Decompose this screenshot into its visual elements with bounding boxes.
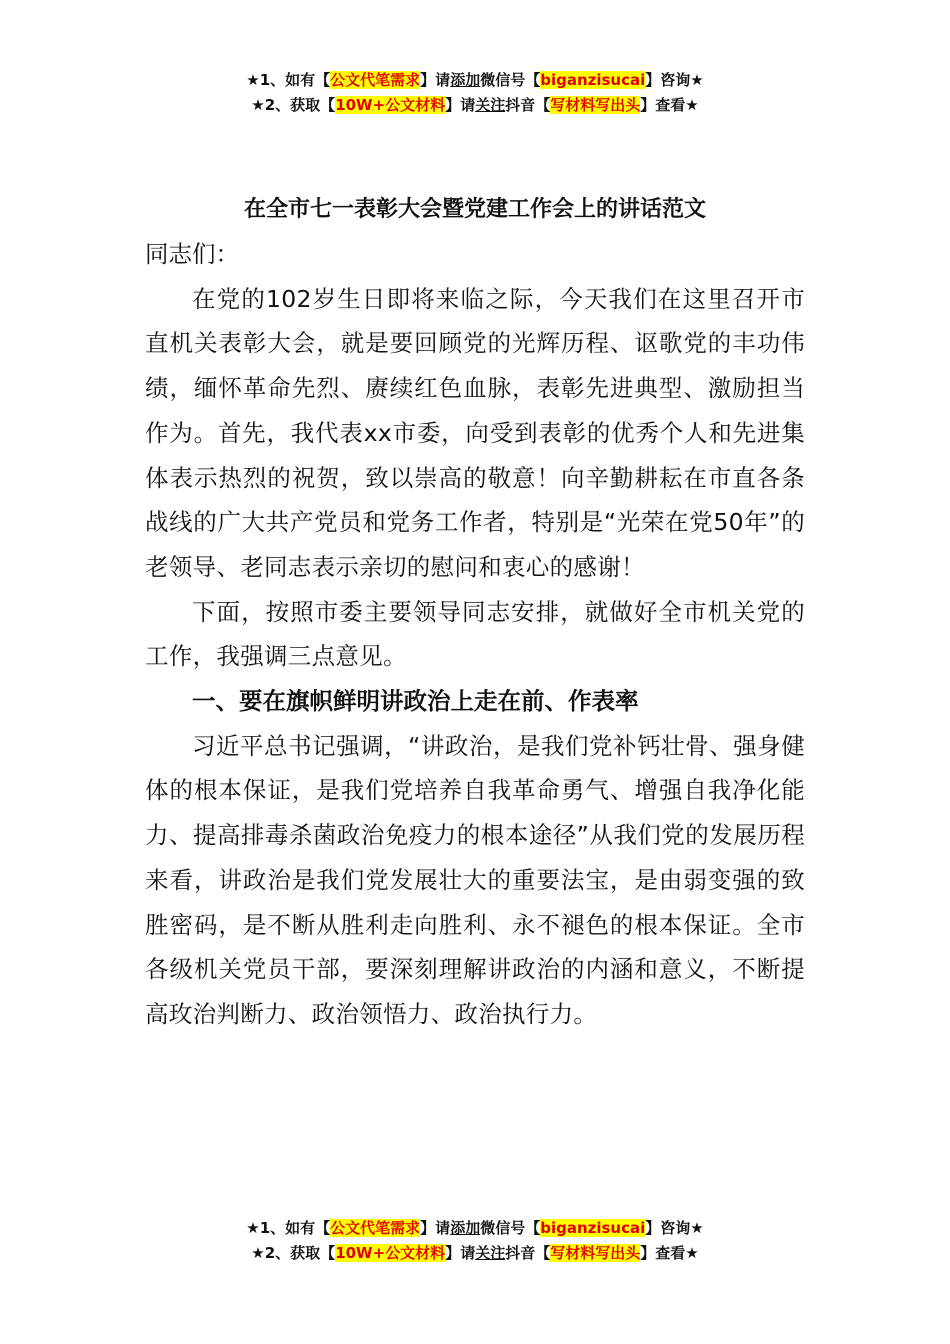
douyin-id: 写材料写出头	[550, 1244, 641, 1262]
greeting: 同志们：	[145, 240, 239, 268]
promo-line-2: ★2、获取【10W+公文材料】请关注抖音【写材料写出头】查看★	[251, 1244, 699, 1262]
promo-highlight: 公文代笔需求	[330, 71, 421, 89]
promo-line-1: ★1、如有【公文代笔需求】请添加微信号【biganzisucai】咨询★	[246, 71, 704, 89]
promo-highlight: 10W+公文材料	[335, 1244, 446, 1262]
paragraph-intro: 在党的102岁生日即将来临之际，今天我们在这里召开市直机关表彰大会，就是要回顾党的光辉历程、讴歌党的丰功伟绩，缅怀革命先烈、赓续红色血脉，表彰先进典型、激励担当作为。首先，我代表xx市委，向受到表彰的优秀个人和先进集体表示热烈的祝贺，致以崇高的敬意！向辛勤耕耘在市直各条战线的广大共产党员和党务工作者，特别是“光荣在党50年”的老领导、老同志表示亲切的慰问和衷心的感谢！	[145, 284, 805, 581]
document-body	[145, 188, 805, 1037]
top-promo-banner	[0, 68, 950, 118]
wechat-id: biganzisucai	[540, 1219, 646, 1237]
promo-line-1: ★1、如有【公文代笔需求】请添加微信号【biganzisucai】咨询★	[246, 1219, 704, 1237]
wechat-id: biganzisucai	[540, 71, 646, 89]
promo-line-2: ★2、获取【10W+公文材料】请关注抖音【写材料写出头】查看★	[251, 96, 699, 114]
document-title: 在全市七一表彰大会暨党建工作会上的讲话范文	[243, 197, 706, 222]
paragraph-outline: 下面，按照市委主要领导同志安排，就做好全市机关党的工作，我强调三点意见。	[145, 597, 805, 671]
bottom-promo-banner	[0, 1216, 950, 1266]
section-1-heading: 一、要在旗帜鲜明讲政治上走在前、作表率	[192, 687, 639, 716]
promo-highlight: 10W+公文材料	[335, 96, 446, 114]
douyin-id: 写材料写出头	[550, 96, 641, 114]
promo-highlight: 公文代笔需求	[330, 1219, 421, 1237]
section-1-paragraph: 习近平总书记强调，“讲政治，是我们党补钙壮骨、强身健体的根本保证，是我们党培养自我革命勇气、增强自我净化能力、提高排毒杀菌政治免疫力的根本途径”从我们党的发展历程来看，讲政治是我们党发展壮大的重要法宝，是由弱变强的致胜密码，是不断从胜利走向胜利、永不褪色的根本保证。全市各级机关党员干部，要深刻理解讲政治的内涵和意义，不断提高玫治判断力、政治领悟力、政治执行力。	[145, 731, 805, 1028]
